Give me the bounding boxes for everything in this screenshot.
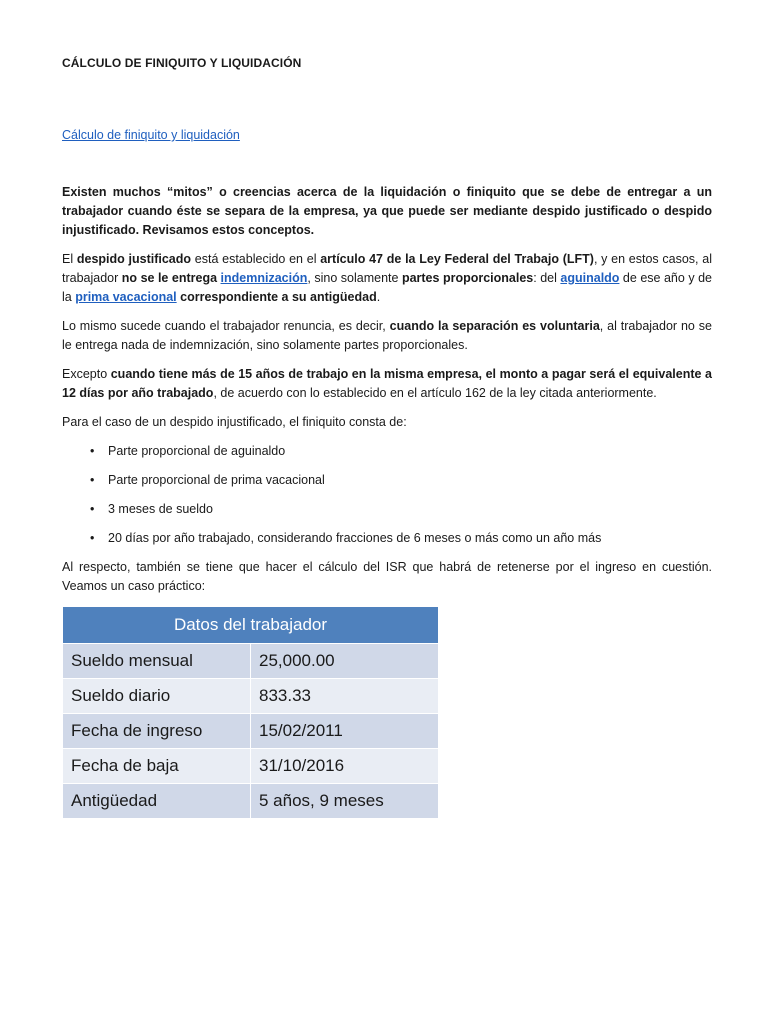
table-cell-label: Antigüedad xyxy=(63,784,251,819)
renuncia-paragraph: Lo mismo sucede cuando el trabajador renuncia, es decir, cuando la separación es voluntaria, al trabajador no se le entrega nada de indemnización, sino solamente partes proporcionales. xyxy=(62,319,712,352)
bullet-icon: • xyxy=(90,531,95,545)
list-item: • Parte proporcional de aguinaldo xyxy=(62,442,712,461)
aguinaldo-link[interactable]: aguinaldo xyxy=(560,271,620,285)
table-row xyxy=(63,749,439,784)
isr-paragraph: Al respecto, también se tiene que hacer el cálculo del ISR que habrá de retenerse por el ingreso en cuestión. Veamos un caso práctico: xyxy=(62,560,712,593)
document-body xyxy=(62,183,712,606)
finiquito-list xyxy=(62,442,712,548)
table-row xyxy=(63,784,439,819)
bullet-icon: • xyxy=(90,473,95,487)
table-cell-label: Fecha de baja xyxy=(63,749,251,784)
excepcion-paragraph: Excepto cuando tiene más de 15 años de trabajo en la misma empresa, el monto a pagar será el equivalente a 12 días por año trabajado, de acuerdo con lo establecido en el artículo 162 de la ley citada anteriormente. xyxy=(62,367,712,400)
table-row xyxy=(63,679,439,714)
table-title: Datos del trabajador xyxy=(63,607,439,644)
list-item: • 20 días por año trabajado, considerando fracciones de 6 meses o más como un año más xyxy=(62,529,712,548)
bullet-icon: • xyxy=(90,444,95,458)
list-item: • 3 meses de sueldo xyxy=(62,500,712,519)
table-cell-label: Sueldo diario xyxy=(63,679,251,714)
page-heading: CÁLCULO DE FINIQUITO Y LIQUIDACIÓN xyxy=(62,56,302,70)
title-link[interactable]: Cálculo de finiquito y liquidación xyxy=(62,128,240,142)
table-cell-label: Sueldo mensual xyxy=(63,644,251,679)
intro-paragraph xyxy=(62,183,712,240)
finiquito-intro-paragraph: Para el caso de un despido injustificado, el finiquito consta de: xyxy=(62,415,407,429)
intro-text: Existen muchos “mitos” o creencias acerca de la liquidación o finiquito que se debe de entregar a un trabajador cuando éste se separa de la empresa, ya que puede ser mediante despido justificado o despido injustificado. Revisamos estos conceptos. xyxy=(62,185,712,237)
bullet-icon: • xyxy=(90,502,95,516)
prima-vacacional-link[interactable]: prima vacacional xyxy=(75,290,177,304)
table-cell-value: 15/02/2011 xyxy=(251,714,439,749)
table-header-row xyxy=(63,607,439,644)
table-cell-value: 31/10/2016 xyxy=(251,749,439,784)
table-cell-value: 5 años, 9 meses xyxy=(251,784,439,819)
despido-justificado-paragraph: El despido justificado está establecido en el artículo 47 de la Ley Federal del Trabajo (LFT), y en estos casos, al trabajador no se le entrega indemnización, sino solamente partes proporcionales: del aguinaldo de ese año y de la prima vacacional correspondiente a su antigüedad. xyxy=(62,252,712,304)
indemnizacion-link[interactable]: indemnización xyxy=(220,271,308,285)
list-item: • Parte proporcional de prima vacacional xyxy=(62,471,712,490)
table-cell-value: 25,000.00 xyxy=(251,644,439,679)
datos-trabajador-table xyxy=(62,606,439,819)
table-cell-value: 833.33 xyxy=(251,679,439,714)
table-row xyxy=(63,714,439,749)
table-row xyxy=(63,644,439,679)
table-cell-label: Fecha de ingreso xyxy=(63,714,251,749)
